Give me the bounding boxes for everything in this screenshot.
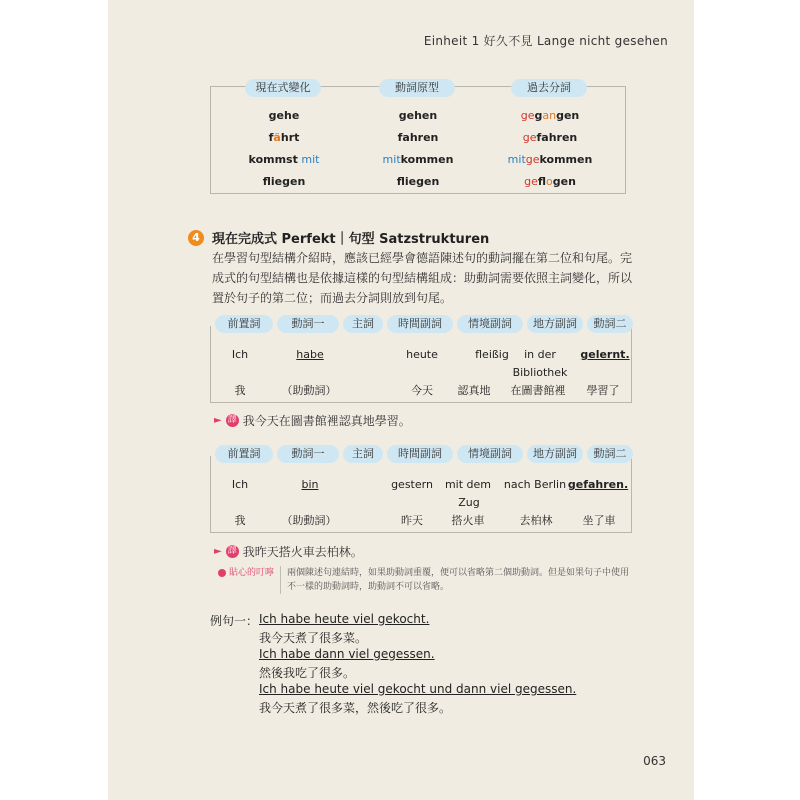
conjugation-row [211,131,625,151]
conjugation-cell: fahren [397,131,439,144]
de-word: gelernt. [580,348,630,361]
arrow-icon: ► [214,415,222,426]
de-word: mit dem [444,478,492,491]
col-header: 動詞一 [277,445,339,463]
col-header: 動詞二 [587,445,633,463]
de-word: Ich [231,478,249,491]
conjugation-row [211,109,625,129]
de-word: Ich [231,348,249,361]
zh-word: 學習了 [586,384,620,397]
translation-badge: 譯 [227,546,237,556]
col-header: 地方副詞 [527,445,583,463]
zh-word: 今天 [411,384,433,397]
col-header: 動詞二 [587,315,633,333]
structure-table-2 [210,447,632,533]
example-line: 我今天煮了很多菜，然後吃了很多。 [259,701,452,715]
arrow-icon: ► [214,546,222,557]
example-label: 例句一： [210,614,259,628]
structure-table-1 [210,317,632,403]
tip-text: 兩個陳述句連結時，如果助動詞重覆，便可以省略第二個助動詞。但是如果句子中使用不一樣的助動詞時，助動詞不可以省略。 [287,568,630,592]
de-word: nach Berlin [503,478,567,491]
section-paragraph: 在學習句型結構介紹時，應該已經學會德語陳述句的動詞擺在第二位和句尾。完成式的句型結構也是依據這樣的句型結構組成：助動詞需要依照主詞變化，所以置於句子的第二位；而過去分詞則放到句尾。 [212,251,633,305]
translation-badge: 譯 [227,415,237,425]
conjugation-cell: kommst mit [248,153,320,166]
zh-word: 昨天 [401,514,423,527]
example-line: Ich habe heute viel gekocht und dann viel gegessen. [259,682,577,696]
structure-header-row [209,445,633,463]
col-header: 前置詞 [215,315,273,333]
conjugation-cell: fährt [268,131,300,144]
book-page [108,0,694,800]
de-word: fleißig [475,348,509,361]
col-header: 情境副詞 [457,445,523,463]
section-heading [188,228,489,247]
conjugation-cell: fliegen [262,175,306,188]
de-word: in der [524,348,556,361]
conjugation-cell: fliegen [396,175,440,188]
zh-word: 認真地 [457,384,491,397]
de-word: bin [301,478,319,491]
conjugation-cell: gehen [398,109,438,122]
de-word-extra: Bibliothek [512,366,568,379]
col-header: 地方副詞 [527,315,583,333]
zh-word: 搭火車 [451,514,485,527]
example-line: 我今天煮了很多菜。 [259,631,368,645]
col-header: 時間副詞 [387,445,453,463]
example-line: 然後我吃了很多。 [259,666,356,680]
de-word: gefahren. [567,478,629,491]
conjugation-table [210,81,626,194]
structure-header-row [209,315,633,333]
col-header: 主詞 [343,445,383,463]
col-header: 動詞一 [277,315,339,333]
col-header: 主詞 [343,315,383,333]
tip-label-text: 貼心的叮嚀 [229,568,275,578]
col-header: 情境副詞 [457,315,523,333]
conjugation-row [211,175,625,195]
translation-text: 我今天在圖書館裡認真地學習。 [242,414,411,428]
col-header: 時間副詞 [387,315,453,333]
zh-word: 我 [234,514,246,527]
conjugation-row [211,153,625,173]
zh-word: （助動詞） [281,384,337,397]
de-word: habe [296,348,324,361]
zh-word: 去柏林 [519,514,553,527]
section-title: 現在完成式 Perfekt｜句型 Satzstrukturen [212,232,490,247]
col-header: 前置詞 [215,445,273,463]
translation-1 [214,412,411,429]
tip-note [218,566,638,594]
de-word: gestern [391,478,433,491]
conjugation-cell: gegangen [520,109,580,122]
pin-icon [218,569,226,577]
conjugation-cell: mitgekommen [507,153,593,166]
example-line: Ich habe dann viel gegessen. [259,647,435,661]
de-word-extra: Zug [458,496,480,509]
translation-text: 我昨天搭火車去柏林。 [242,545,363,559]
zh-word: （助動詞） [281,514,337,527]
zh-word: 坐了車 [582,514,616,527]
running-header: Einheit 1 好久不見 Lange nicht gesehen [423,34,668,48]
zh-word: 我 [234,384,246,397]
header-present: 現在式變化 [245,79,321,97]
example-line: Ich habe heute viel gekocht. [259,612,430,626]
zh-word: 在圖書館裡 [510,384,566,397]
conjugation-cell: geflogen [524,175,576,188]
conjugation-cell: gehe [268,109,300,122]
header-participle: 過去分詞 [511,79,587,97]
conjugation-cell: gefahren [522,131,578,144]
translation-2 [214,543,363,560]
page-number: 063 [643,754,666,768]
header-infinitive: 動詞原型 [379,79,455,97]
tip-label [218,566,281,594]
de-word: heute [406,348,438,361]
conjugation-cell: mitkommen [382,153,454,166]
section-number-badge: 4 [188,230,204,246]
